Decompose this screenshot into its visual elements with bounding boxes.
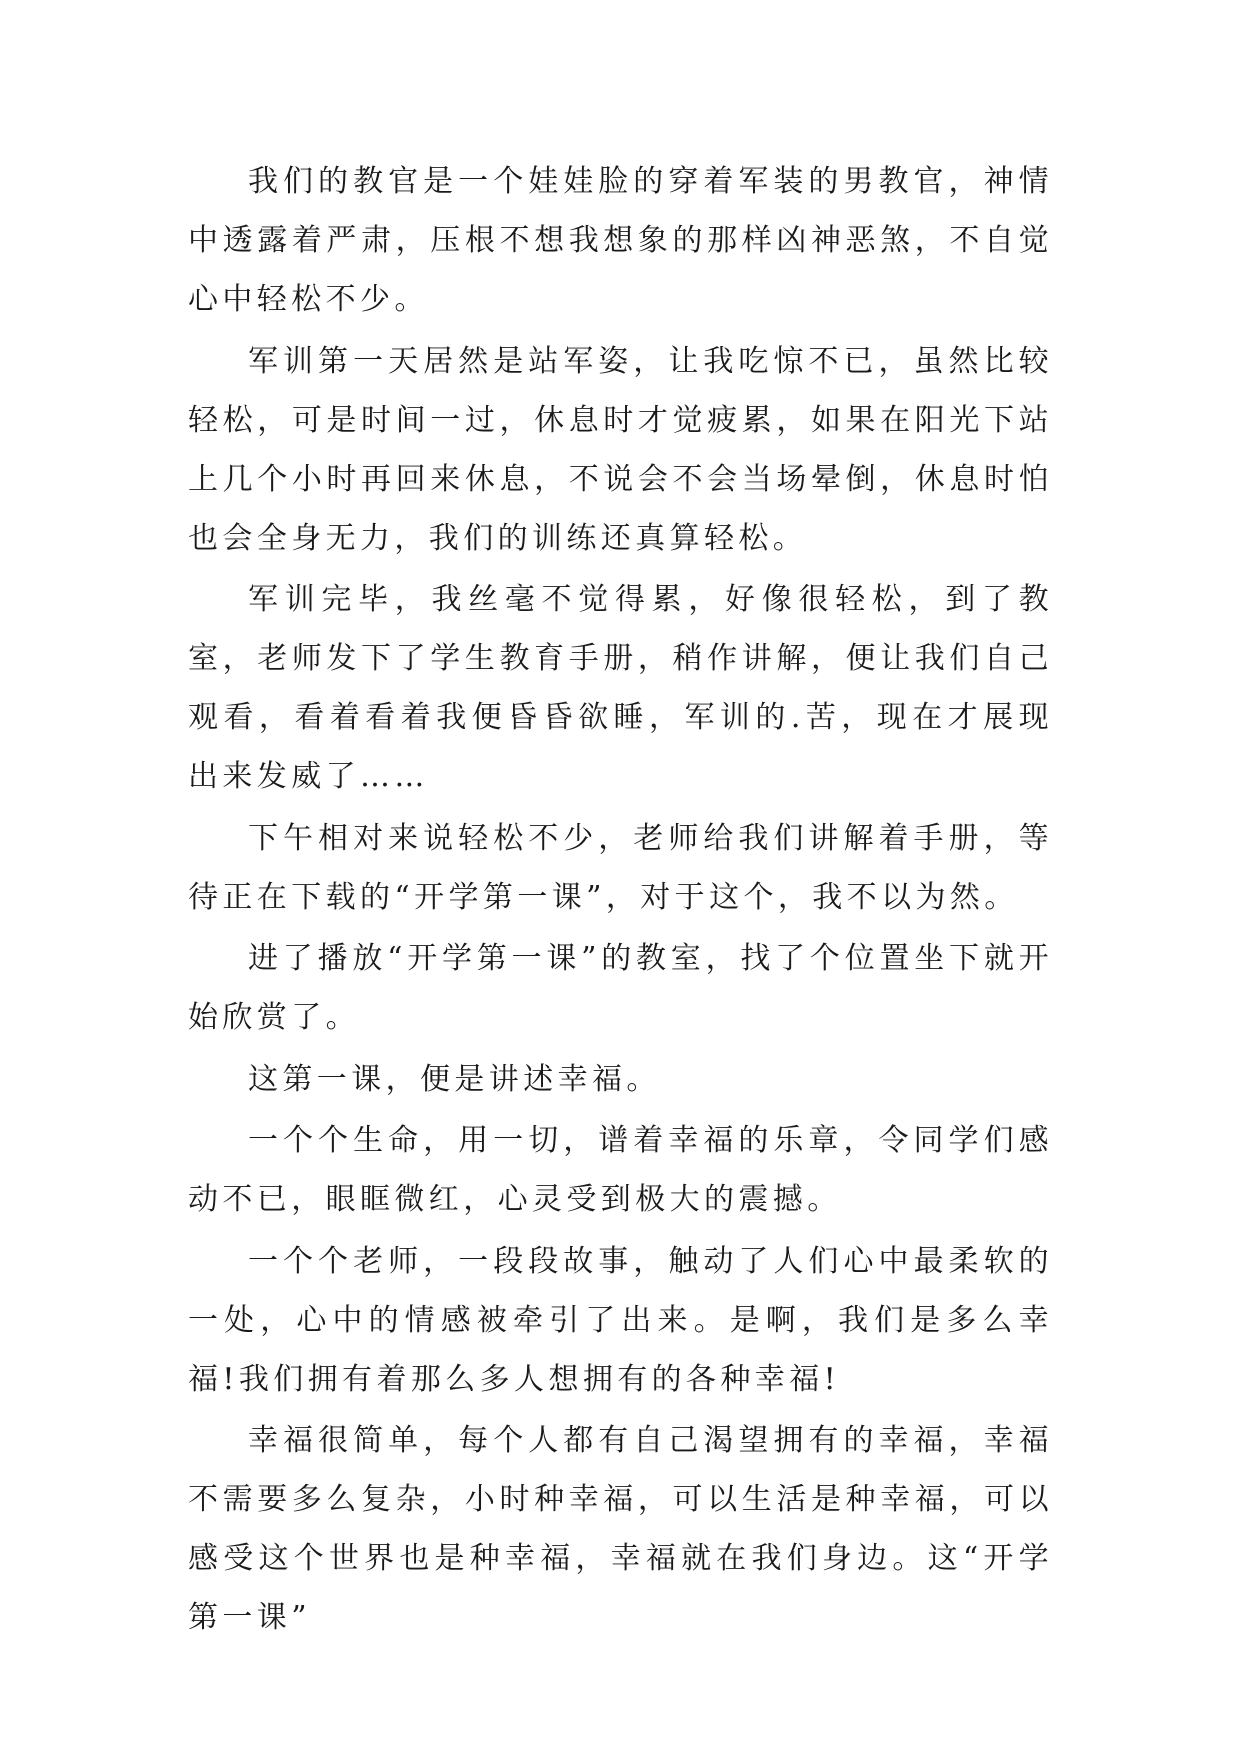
paragraph: 这第一课，便是讲述幸福。 bbox=[248, 1061, 661, 1097]
paragraph: 我们的教官是一个娃娃脸的穿着军装的男教官，神情中透露着严肃，压根不想我想象的那样凶神恶煞，不自觉心中轻松不少。 bbox=[188, 164, 1053, 317]
document-body bbox=[188, 152, 1053, 1650]
paragraph: 军训第一天居然是站军姿，让我吃惊不已，虽然比较轻松，可是时间一过，休息时才觉疲累，如果在阳光下站上几个小时再回来休息，不说会不会当场晕倒，休息时怕也会全身无力，我们的训练还真算轻松。 bbox=[188, 343, 1053, 556]
paragraph: 幸福很简单，每个人都有自己渴望拥有的幸福，幸福不需要多么复杂，小时种幸福，可以生活是种幸福，可以感受这个世界也是种幸福，幸福就在我们身边。这“开学第一课” bbox=[188, 1423, 1053, 1635]
paragraph: 下午相对来说轻松不少，老师给我们讲解着手册，等待正在下载的“开学第一课”，对于这个，我不以为然。 bbox=[188, 820, 1053, 915]
paragraph: 一个个老师，一段段故事，触动了人们心中最柔软的一处，心中的情感被牵引了出来。是啊，我们是多么幸福!我们拥有着那么多人想拥有的各种幸福! bbox=[188, 1243, 1053, 1397]
paragraph: 进了播放“开学第一课”的教室，找了个位置坐下就开始欣赏了。 bbox=[188, 941, 1053, 1035]
paragraph: 军训完毕，我丝毫不觉得累，好像很轻松，到了教室，老师发下了学生教育手册，稍作讲解，便让我们自己观看，看着看着我便昏昏欲睡，军训的.苦，现在才展现出来发威了…… bbox=[188, 582, 1053, 794]
paragraph: 一个个生命，用一切，谱着幸福的乐章，令同学们感动不已，眼眶微红，心灵受到极大的震撼。 bbox=[188, 1123, 1053, 1217]
